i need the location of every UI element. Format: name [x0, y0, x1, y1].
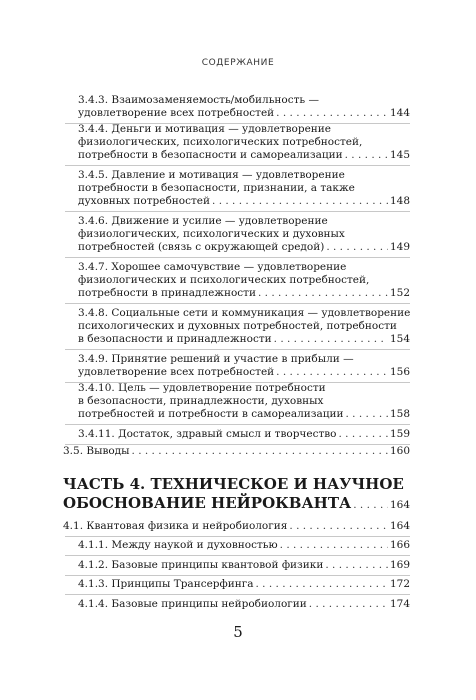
toc-entry-text: 4.1. Квантовая физика и нейробиология: [63, 520, 288, 532]
leader-dots: [353, 496, 388, 515]
entry-divider: [65, 349, 410, 350]
toc-entry-text: 3.4.8. Социальные сети и коммуникация — удовлетворение: [78, 307, 411, 319]
part-title-line-1: ЧАСТЬ 4. ТЕХНИЧЕСКОЕ И НАУЧНОЕ: [63, 475, 404, 493]
entry-divider: [65, 211, 410, 212]
leader-dots: [274, 333, 388, 346]
toc-entry-text: потребности в безопасности и самореализации: [78, 149, 343, 161]
leader-dots: [339, 428, 388, 441]
entry-divider: [65, 165, 410, 166]
toc-entry-text: физиологических, психологических потребностей,: [78, 136, 363, 148]
page-ref: 159: [389, 428, 410, 440]
toc-entry-text: удовлетворение всех потребностей: [78, 107, 275, 119]
page-ref: 160: [389, 445, 410, 457]
toc-entry[interactable]: [78, 382, 410, 421]
toc-entry[interactable]: [78, 94, 410, 120]
page-ref: 172: [389, 578, 410, 590]
leader-dots: [309, 598, 388, 611]
leader-dots: [258, 287, 388, 300]
running-head: СОДЕРЖАНИЕ: [201, 58, 275, 68]
leader-dots: [276, 107, 388, 120]
toc-entry[interactable]: [78, 215, 410, 254]
toc-entry-text: потребностей (связь с окружающей средой): [78, 241, 325, 253]
toc-entry-text: 3.5. Выводы: [63, 445, 130, 457]
entry-divider: [65, 594, 410, 595]
toc-entry-text: 4.1.3. Принципы Трансерфинга: [78, 578, 254, 590]
leader-dots: [289, 520, 388, 533]
toc-entry-text: духовных потребностей: [78, 195, 211, 207]
part-heading[interactable]: [63, 475, 410, 515]
page-ref: 164: [389, 520, 410, 532]
leader-dots: [346, 408, 388, 421]
leader-dots: [280, 539, 388, 552]
leader-dots: [325, 559, 388, 572]
toc-entry-text: 4.1.4. Базовые принципы нейробиологии: [78, 598, 307, 610]
toc-entry[interactable]: [78, 307, 410, 346]
page-ref: 152: [389, 287, 410, 299]
entry-divider: [65, 575, 410, 576]
toc-entry[interactable]: [78, 539, 410, 552]
page-ref: 169: [389, 559, 410, 571]
page-ref: 158: [389, 408, 410, 420]
toc-entry-text: 4.1.1. Между наукой и духовностью: [78, 539, 278, 551]
toc-entry[interactable]: [78, 559, 410, 572]
toc-entry[interactable]: [78, 598, 410, 611]
toc-entry-text: 3.4.5. Давление и мотивация — удовлетворение: [78, 169, 345, 181]
toc-entry[interactable]: [78, 578, 410, 591]
toc-entry-text: 3.4.7. Хорошее самочувствие — удовлетворение: [78, 261, 347, 273]
toc-entry-text: потребностей и потребности в самореализации: [78, 408, 344, 420]
toc-entry[interactable]: [63, 520, 410, 533]
leader-dots: [326, 241, 388, 254]
page-ref: 145: [389, 149, 410, 161]
toc-entry-text: в безопасности и принадлежности: [78, 333, 272, 345]
toc-entry[interactable]: [78, 169, 410, 208]
part-title-line-2: ОБОСНОВАНИЕ НЕЙРОКВАНТА: [63, 494, 352, 512]
toc-entry[interactable]: [63, 445, 410, 458]
toc-entry-text: в безопасности, принадлежности, духовных: [78, 395, 324, 407]
toc-entry-text: 3.4.11. Достаток, здравый смысл и творчество: [78, 428, 337, 440]
entry-divider: [65, 257, 410, 258]
entry-divider: [65, 303, 410, 304]
toc-entry-text: 3.4.4. Деньги и мотивация — удовлетворение: [78, 123, 331, 135]
leader-dots: [276, 366, 388, 379]
page-ref: 149: [389, 241, 410, 253]
toc-entry-text: 3.4.9. Принятие решений и участие в прибыли —: [78, 353, 354, 365]
leader-dots: [132, 445, 388, 458]
page-ref: 166: [389, 539, 410, 551]
leader-dots: [212, 195, 388, 208]
page-ref: 164: [389, 499, 410, 511]
toc-entry[interactable]: [78, 428, 410, 441]
toc-entry-text: удовлетворение всех потребностей: [78, 366, 275, 378]
toc-entry-text: 3.4.3. Взаимозаменяемость/мобильность —: [78, 94, 319, 106]
toc-entry-text: потребности в безопасности, признании, а также: [78, 182, 355, 194]
leader-dots: [345, 149, 388, 162]
entry-divider: [65, 555, 410, 556]
page-number: 5: [233, 623, 243, 641]
toc-entry-text: 3.4.6. Движение и усилие — удовлетворение: [78, 215, 328, 227]
toc-entry[interactable]: [78, 261, 410, 300]
entry-divider: [65, 536, 410, 537]
leader-dots: [256, 578, 388, 591]
toc-entry-text: психологических и духовных потребностей, потребности: [78, 320, 397, 332]
toc-entry-text: физиологических, психологических и духовных: [78, 228, 345, 240]
entry-divider: [65, 424, 410, 425]
toc-entry[interactable]: [78, 123, 410, 162]
toc-entry-text: потребности в принадлежности: [78, 287, 256, 299]
page-ref: 156: [389, 366, 410, 378]
page-ref: 144: [389, 107, 410, 119]
page-ref: 148: [389, 195, 410, 207]
toc-entry-text: физиологических и психологических потребностей,: [78, 274, 370, 286]
toc-entry-text: 3.4.10. Цель — удовлетворение потребности: [78, 382, 326, 394]
toc-entry-text: 4.1.2. Базовые принципы квантовой физики: [78, 559, 324, 571]
toc-entry[interactable]: [78, 353, 410, 379]
page-ref: 154: [389, 333, 410, 345]
page-ref: 174: [389, 598, 410, 610]
